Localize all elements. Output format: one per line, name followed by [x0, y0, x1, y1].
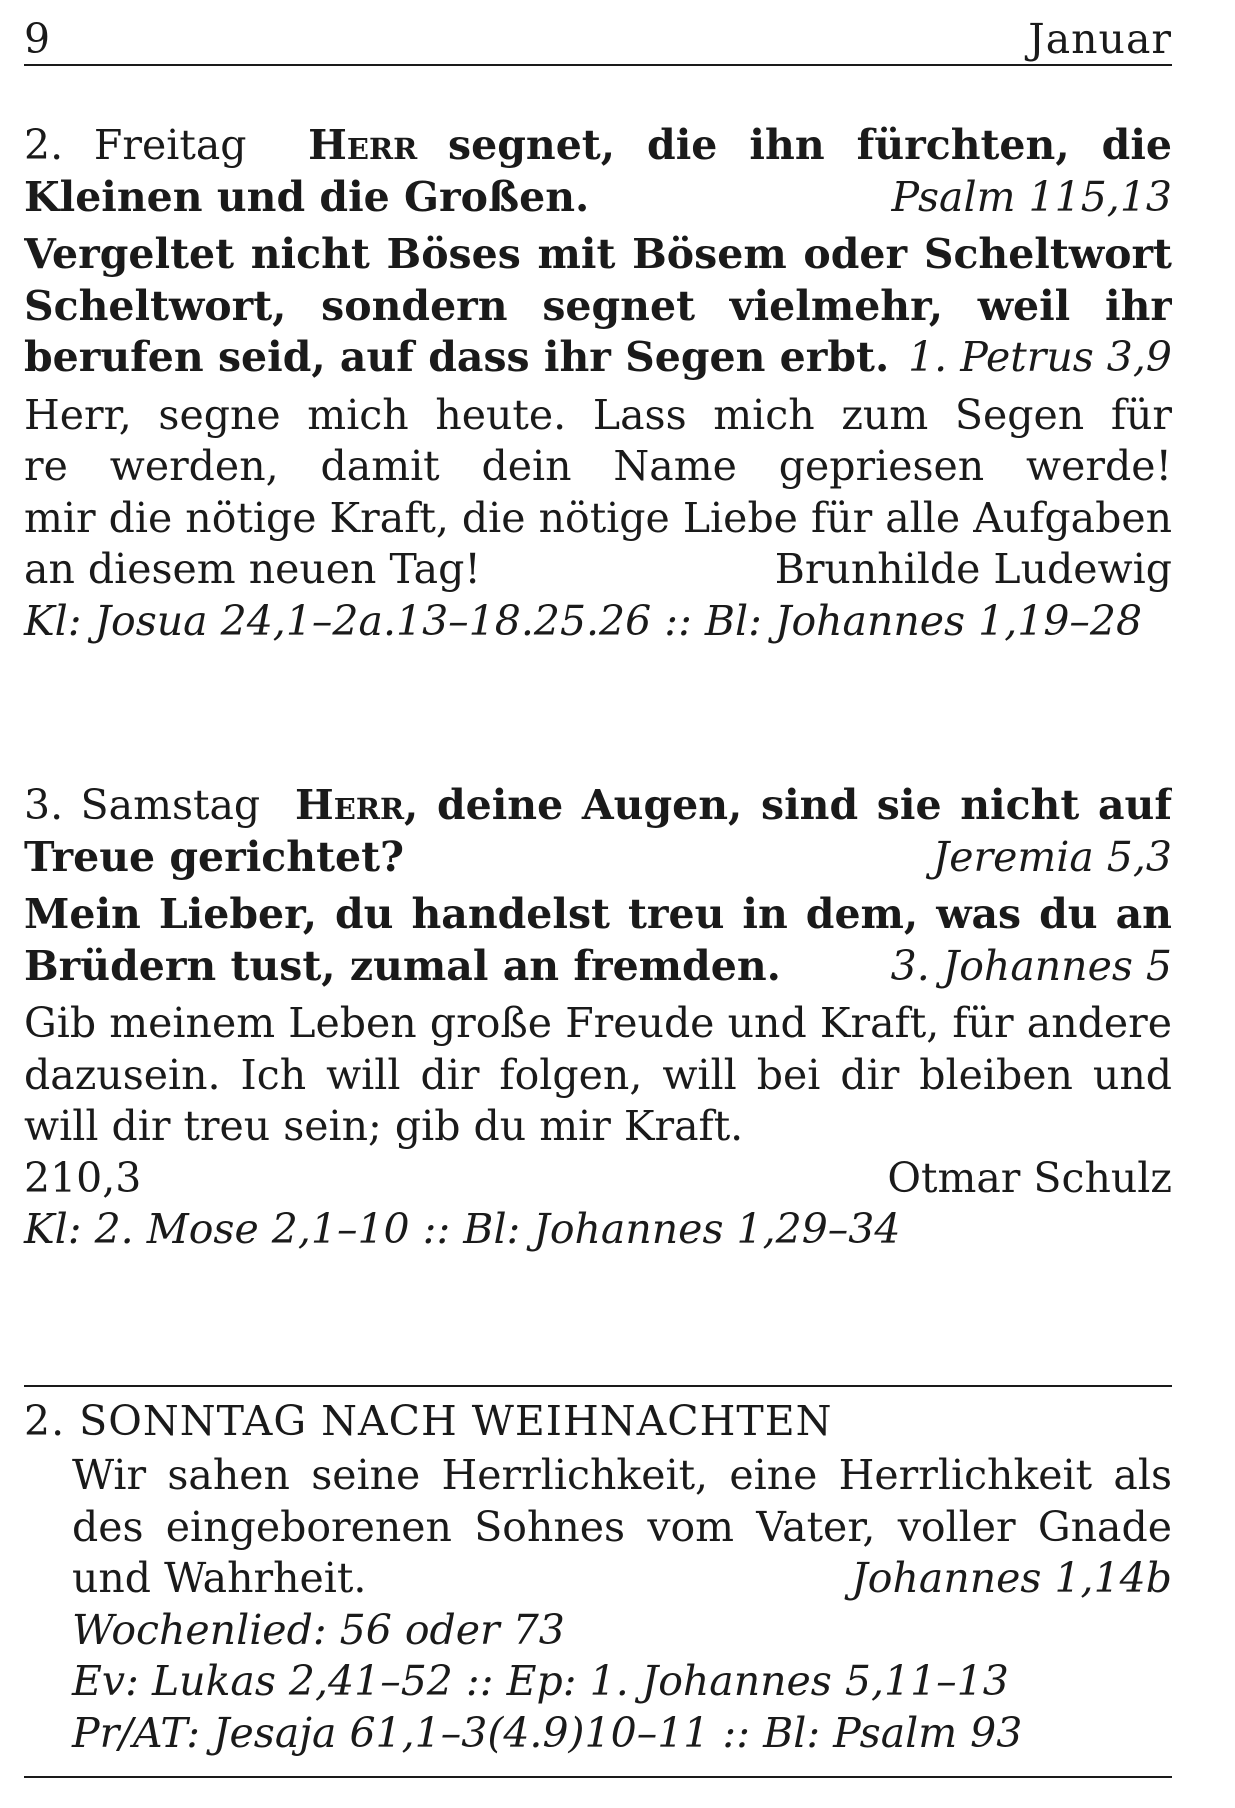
page-number: 9: [24, 15, 51, 63]
prayer-line: will dir treu sein; gib du mir Kraft.: [24, 1102, 744, 1150]
nt-verse-line: [24, 332, 1172, 384]
ot-verse-line: [24, 832, 1172, 884]
daily-entry-saturday: [24, 780, 1172, 1256]
daily-entry-friday: [24, 120, 1172, 647]
prayer-line: Gib meinem Leben große Freude und Kraft, für andere: [24, 999, 1172, 1047]
prayer-line: Herr, segne mich heute. Lass mich zum Segen für: [24, 390, 1172, 439]
gospel-epistle: Ev: Lukas 2,41–52 :: Ep: 1. Johannes 5,11–13: [72, 1657, 1009, 1705]
prayer-line: dazusein. Ich will dir folgen, will bei dir bleiben und: [24, 1050, 1172, 1099]
hymn-number: 210,3: [24, 1153, 142, 1202]
ot-verse-text: , deine Augen, sind sie nicht auf: [404, 781, 1172, 829]
nt-verse-line: Mein Lieber, du handelst treu in dem, was du an: [24, 890, 1172, 938]
readings-line: Kl: 2. Mose 2,1–10 :: Bl: Johannes 1,29–34: [24, 1205, 901, 1253]
ot-verse-text: Kleinen und die Großen.: [24, 172, 590, 221]
nt-verse-line: Vergeltet nicht Böses mit Bösem oder Scheltwort: [24, 230, 1172, 278]
section-divider: [24, 1385, 1172, 1387]
month-title: Januar: [1028, 15, 1172, 63]
sermon-psalm: Pr/AT: Jesaja 61,1–3(4.9)10–11 :: Bl: Psalm 93: [72, 1708, 1023, 1757]
sunday-section: [24, 1396, 1172, 1759]
ot-verse-line: [24, 780, 1172, 832]
nt-reference: 1. Petrus 3,9: [908, 333, 1172, 381]
author-name: Otmar Schulz: [887, 1153, 1172, 1202]
nt-verse-text: Brüdern tust, zumal an fremden.: [24, 941, 781, 990]
sunday-title: 2. SONNTAG NACH WEIHNACHTEN: [24, 1397, 833, 1445]
prayer-text: an diesem neuen Tag!: [24, 545, 481, 593]
ot-reference: Psalm 115,13: [891, 172, 1172, 221]
prayer-line: re werden, damit dein Name gepriesen werde!: [24, 442, 1172, 490]
sunday-verse-line: [72, 1553, 1172, 1605]
ot-reference: Jeremia 5,3: [932, 832, 1172, 881]
bottom-divider: [24, 1776, 1172, 1778]
sunday-verse-line: des eingeborenen Sohnes vom Vater, voller Gnade: [72, 1502, 1172, 1551]
day-label: 3. Samstag: [24, 781, 261, 829]
lord-word: Herr: [308, 121, 418, 169]
prayer-line: mir die nötige Kraft, die nötige Liebe für alle Aufgaben: [24, 493, 1172, 542]
page-header: [24, 14, 1172, 66]
ot-verse-line: [24, 120, 1172, 172]
prayer-line: [24, 544, 1172, 596]
nt-verse-line: Scheltwort, sondern segnet vielmehr, weil ihr: [24, 281, 1172, 330]
hymn-author-line: [24, 1153, 1172, 1205]
nt-reference: 3. Johannes 5: [890, 941, 1172, 990]
sunday-verse-reference: Johannes 1,14b: [851, 1554, 1172, 1602]
nt-verse-line: [24, 941, 1172, 993]
nt-verse-text: berufen seid, auf dass ihr Segen erbt.: [24, 333, 890, 381]
day-label: 2. Freitag: [24, 121, 247, 169]
author-name: Brunhilde Ludewig: [774, 545, 1172, 593]
lord-word: Herr: [295, 781, 405, 829]
weekly-hymn: Wochenlied: 56 oder 73: [72, 1605, 565, 1654]
sunday-verse-text: und Wahrheit.: [72, 1554, 367, 1602]
readings-line: Kl: Josua 24,1–2a.13–18.25.26 :: Bl: Johannes 1,19–28: [24, 596, 1143, 645]
ot-verse-text: Treue gerichtet?: [24, 832, 405, 881]
ot-verse-text: segnet, die ihn fürchten, die: [448, 121, 1172, 169]
ot-verse-line: [24, 172, 1172, 224]
sunday-verse-line: Wir sahen seine Herrlichkeit, eine Herrlichkeit als: [72, 1451, 1172, 1499]
